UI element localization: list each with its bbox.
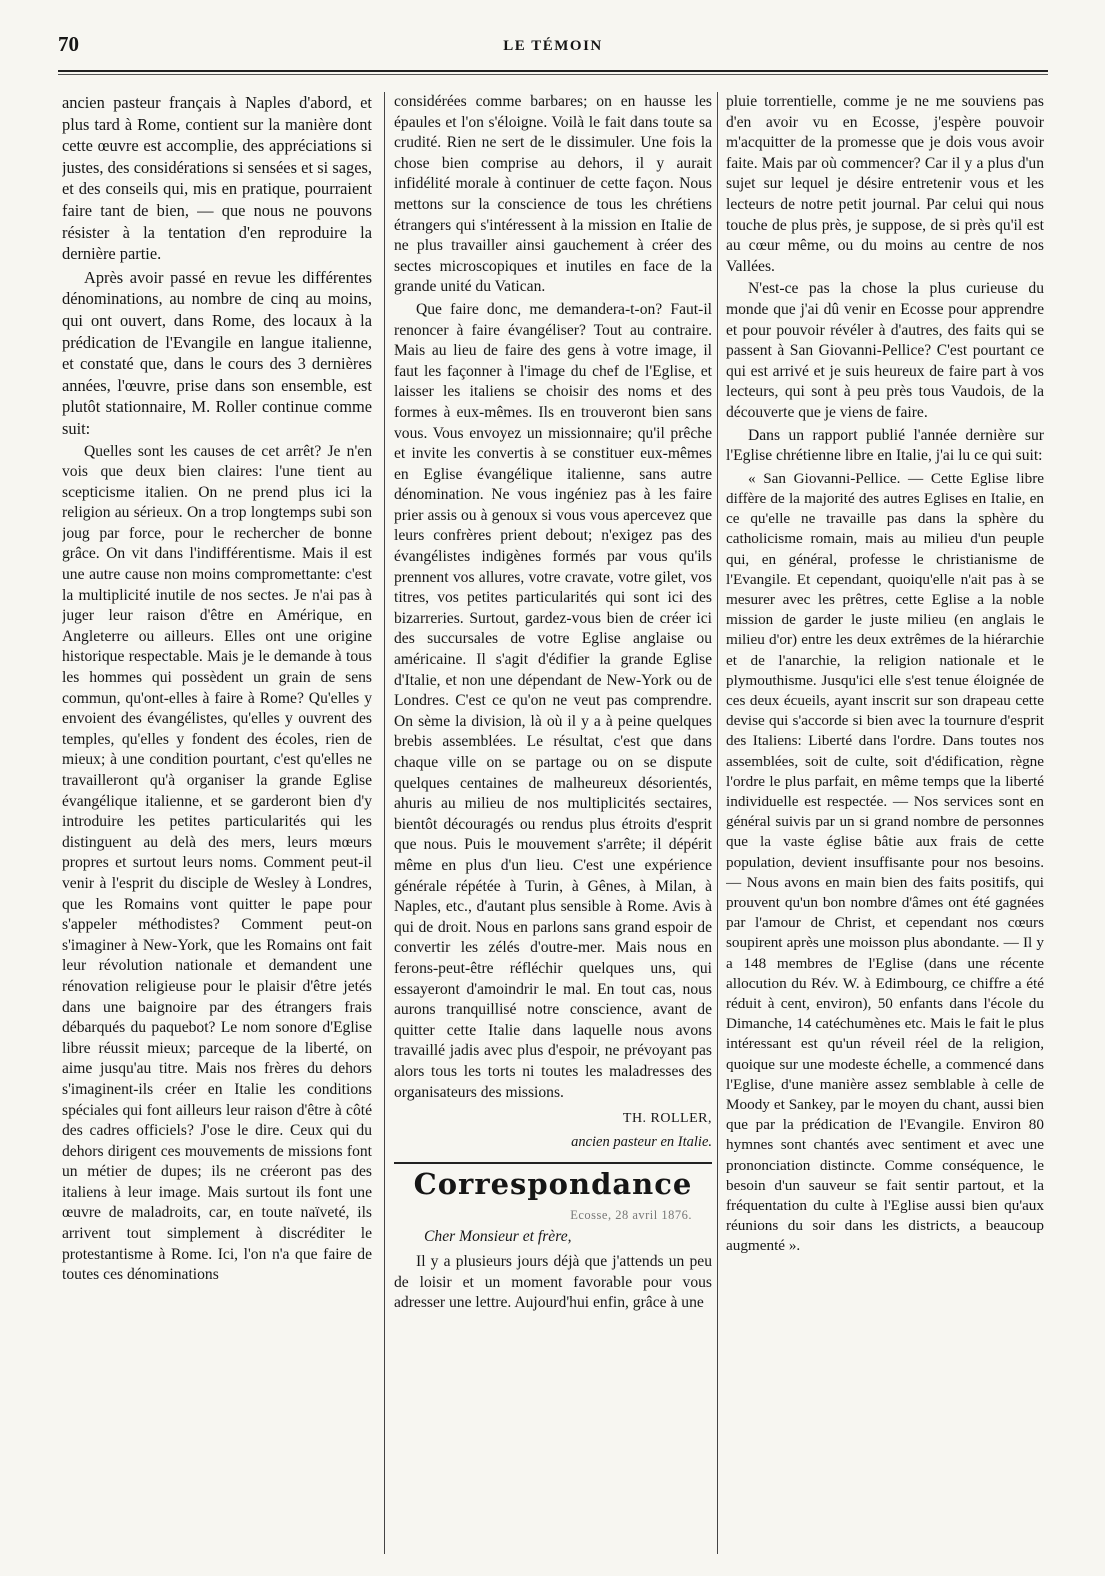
column-3 <box>726 92 1044 1572</box>
column-2 <box>394 92 712 1572</box>
page-header <box>58 26 1048 66</box>
dateline: Ecosse, 28 avril 1876. <box>570 1207 692 1222</box>
letter-paragraph: pluie torrentielle, comme je ne me souviens pas d'en avoir vu en Ecosse, j'espère pouvoir m'acquitter de la promesse que je dois vous avoir faite. Mais par où commencer? Car il y a plus d'un sujet sur lequel je désire entretenir vous et les lecteurs de notre petit journal. Par celui qui nous touche de plus près, je suppose, de si près qu'il est au cœur même, ou du moins au centre de nos Vallées. <box>726 93 1044 275</box>
letter-paragraph: N'est-ce pas la chose la plus curieuse du monde que j'ai dû venir en Ecosse pour apprendre et pour pouvoir révéler à d'autres, des faits qui se passent à San Giovanni-Pellice? C'est pourtant ce qui est arrivé et je suis heureux de faire part à vos lecteurs, qui sont à peu près tous Vaudois, de la découverte que je viens de faire. <box>726 280 1044 421</box>
quoted-paragraph: Quelles sont les causes de cet arrêt? Je n'en vois que deux bien claires: l'une tient au scepticisme italien. On ne prend plus ici la religion au sérieux. On a trop longtemps subi son joug par force, pour le rechercher de bonne grâce. On vit dans l'indifférentisme. Mais il est une autre cause non moins compromettante: c'est la multiplicité inutile de nos sectes. Je n'ai pas à juger leur raison d'être en Amérique, en Angleterre ou ailleurs. Elles ont une origine historique respectable. Mais je le demande à tous les hommes qui possèdent un grain de sens commun, qu'ont-elles à faire à Rome? Qu'elles y envoient des évangélistes, qu'elles y ouvrent des temples, qu'elles y fondent des écoles, rien de mieux; à une condition pourtant, c'est qu'elles ne travailleront qu'à organiser la grande Eglise évangélique italienne, et se garderont bien d'y introduire les petites particularités qui les distinguent au delà des mers, leurs mœurs propres et surtout leurs noms. Comment peut-il venir à l'esprit du disciple de Wesley à Londres, que les Romains vont quitter le pape pour s'appeler méthodistes? Comment peut-on s'imaginer à New-York, que les Romains ont fait leur révolution nationale et demandent une rénovation religieuse pour le plaisir d'être jetés dans une baignoire par des étrangers frais débarqués du paquebot? Le nom sonore d'Eglise libre réussit mieux; parceque de la liberté, on aime jusqu'au titre. Mais nos frères du dehors s'imaginent-ils créer en Italie les conditions spéciales qui font ailleurs leur raison d'être à côté des cadres officiels? J'ose le dire. Ceux qui du dehors dirigent ces mouvements de missions font un métier de dupes; ils ne créeront pas des italiens à leur image. Mais surtout ils font une œuvre de maladroits, car, en toute naïveté, ils arrivent tout simplement à discréditer le protestantisme à Rome. Ici, l'on n'a que faire de toutes ces dénominations <box>62 442 372 1284</box>
letter-paragraph: Il y a plusieurs jours déjà que j'attends un peu de loisir et un moment favorable pour vous adresser une lettre. Aujourd'hui enfin, grâce à une <box>394 1253 712 1312</box>
column-divider <box>384 92 385 1554</box>
section-heading: Correspondance <box>413 1167 693 1202</box>
running-title: LE TÉMOIN <box>503 38 603 54</box>
article-paragraph: ancien pasteur français à Naples d'abord, et plus tard à Rome, contient sur la manière dont cette œuvre est accomplie, des appréciations si justes, des considérations si sensées et si sages, et des conseils qui, mis en pratique, pourraient faire tant de bien, — que nous ne pouvons résister à la tentation d'en reproduire la dernière partie. <box>62 93 372 264</box>
page-number: 70 <box>58 32 79 56</box>
salutation: Cher Monsieur et frère, <box>424 1228 572 1246</box>
quoted-paragraph: considérées comme barbares; on en hausse les épaules et l'on s'éloigne. Voilà le fait dans toute sa crudité. Rien ne sert de le dissimuler. Une fois la chose bien comprise au dehors, il y aurait infidélité morale à continuer de cette façon. Nous mettons sur la conscience de tous les chrétiens étrangers qui s'intéressent à la mission en Italie de ne plus travailler ainsi gauchement à créer des sectes microscopiques et inutiles en face de la grande unité du Vatican. <box>394 93 712 296</box>
signature-name: TH. ROLLER, <box>622 1111 712 1127</box>
column-divider <box>717 92 718 1554</box>
column-1 <box>62 92 372 1562</box>
quoted-report: « San Giovanni-Pellice. — Cette Eglise libre diffère de la majorité des autres Eglises en Italie, en ce qu'elle ne travaille pas dans la sphère du catholicisme romain, mais au milieu d'un peuple qui, en général, professe le christianisme de l'Evangile. Et cependant, quoiqu'elle n'ait pas à se mesurer avec les prêtres, cette Eglise a la noble mission de garder le juste milieu (en anglais le milieu d'or) entre les deux extrêmes de la hiérarchie et de l'anarchie, la religion nationale et le plymouthisme. Jusqu'ici elle s'est tenue éloignée de ces deux écueils, ayant inscrit sur son drapeau cette devise qui s'accorde si bien avec la tournure d'esprit des Italiens: Liberté dans l'ordre. Dans toutes nos assemblées, soit de culte, soit d'édification, règne l'ordre le plus parfait, en même temps que la liberté individuelle est respectée. — Nos services sont en général suivis par un si grand nombre de personnes que la vaste église bâtie aux frais de cette population, devient insuffisante pour nos besoins. — Nous avons en main bien des faits positifs, qui prouvent qu'un bon nombre d'âmes ont été gagnées par l'amour de Christ, et cependant nos cœurs soupirent après une moisson plus abondante. — Il y a 148 membres de l'Eglise (dans une récente allocution du Rév. W. à Edimbourg, ce chiffre a été réduit à cent, environ), 50 enfants dans l'école du Dimanche, 14 catéchumènes etc. Mais le fait le plus intéressant est qu'un réveil réel de la religion, quoique sur une modeste échelle, a commencé dans l'Eglise, d'une manière assez semblable à celle de Moody et Sankey, par le moyen du chant, aussi bien que par la prédication de l'Evangile. Environ 80 hymnes sont chantés avec sentiment et avec une prononciation distincte. Comme conséquence, le besoin d'un sauveur se fait sentir partout, et la fréquentation du culte à l'Eglise aussi bien qu'aux réunions du soir dans les districts, a beaucoup augmenté ». <box>726 469 1044 1255</box>
article-paragraph: Après avoir passé en revue les différentes dénominations, au nombre de cinq au moins, qui ont ouvert, dans Rome, des locaux à la prédication de l'Evangile en langue italienne, et constaté que, dans le cours des 3 dernières années, l'œuvre, prise dans son ensemble, est plutôt stationnaire, M. Roller continue comme suit: <box>62 267 372 438</box>
letter-paragraph: Dans un rapport publié l'année dernière sur l'Eglise chrétienne libre en Italie, j'ai lu ce qui suit: <box>726 426 1044 465</box>
signature-title: ancien pasteur en Italie. <box>571 1133 712 1150</box>
header-rule <box>58 70 1048 75</box>
quoted-paragraph: Que faire donc, me demandera-t-on? Faut-il renoncer à faire évangéliser? Tout au contraire. Mais au lieu de faire des gens à votre image, il faut les façonner à l'image du chef de l'Eglise, et laisser les italiens se choisir des noms et des formes à eux-mêmes. Ils en trouveront bien sans vous. Vous envoyez un missionnaire; qu'il prêche et invite les convertis à se constituer eux-mêmes en Eglise évangélique italienne, sans autre dénomination. Ne vous ingéniez pas à les faire prier assis ou à genoux si vous vous apercevez que leurs confrères prient debout; n'exigez pas des évangélistes indigènes formés par vous qu'ils prennent vos allures, votre cravate, votre gilet, vos titres, vos petites particularités qui sont ici des bizarreries. Surtout, gardez-vous bien de créer ici des succursales de votre Eglise anglaise ou américaine. Il s'agit d'édifier la grande Eglise d'Italie, et non une dépendant de New-York ou de Londres. C'est ce qu'on ne veut pas comprendre. On sème la division, là où il y a à peine quelques brebis assemblées. Le résultat, c'est que dans chaque ville on se partage ou on se dispute quelques centaines de malheureux désorientés, ahuris au milieu de nos multiplicités sectaires, bientôt découragés ou rendus plus étroits d'esprit que nous. Puis le mouvement s'arrête; il dépérit même en plus d'un lieu. C'est une expérience générale répétée à Turin, à Gênes, à Milan, à Naples, etc., d'autant plus sensible à Rome. Avis à qui de droit. Nous en parlons sans grand espoir de convertir les zélés d'outre-mer. Mais nous en ferons-peut-être réfléchir quelques uns, qui essayeront d'amoindrir le mal. En tout cas, nous aurons tranquillisé notre conscience, avant de quitter cette Italie dans laquelle nous avons travaillé jadis avec plus d'espoir, ne prévoyant pas alors tous les torts ni toutes les maladresses des organisateurs des missions. <box>394 300 712 1101</box>
section-divider <box>394 1162 712 1164</box>
